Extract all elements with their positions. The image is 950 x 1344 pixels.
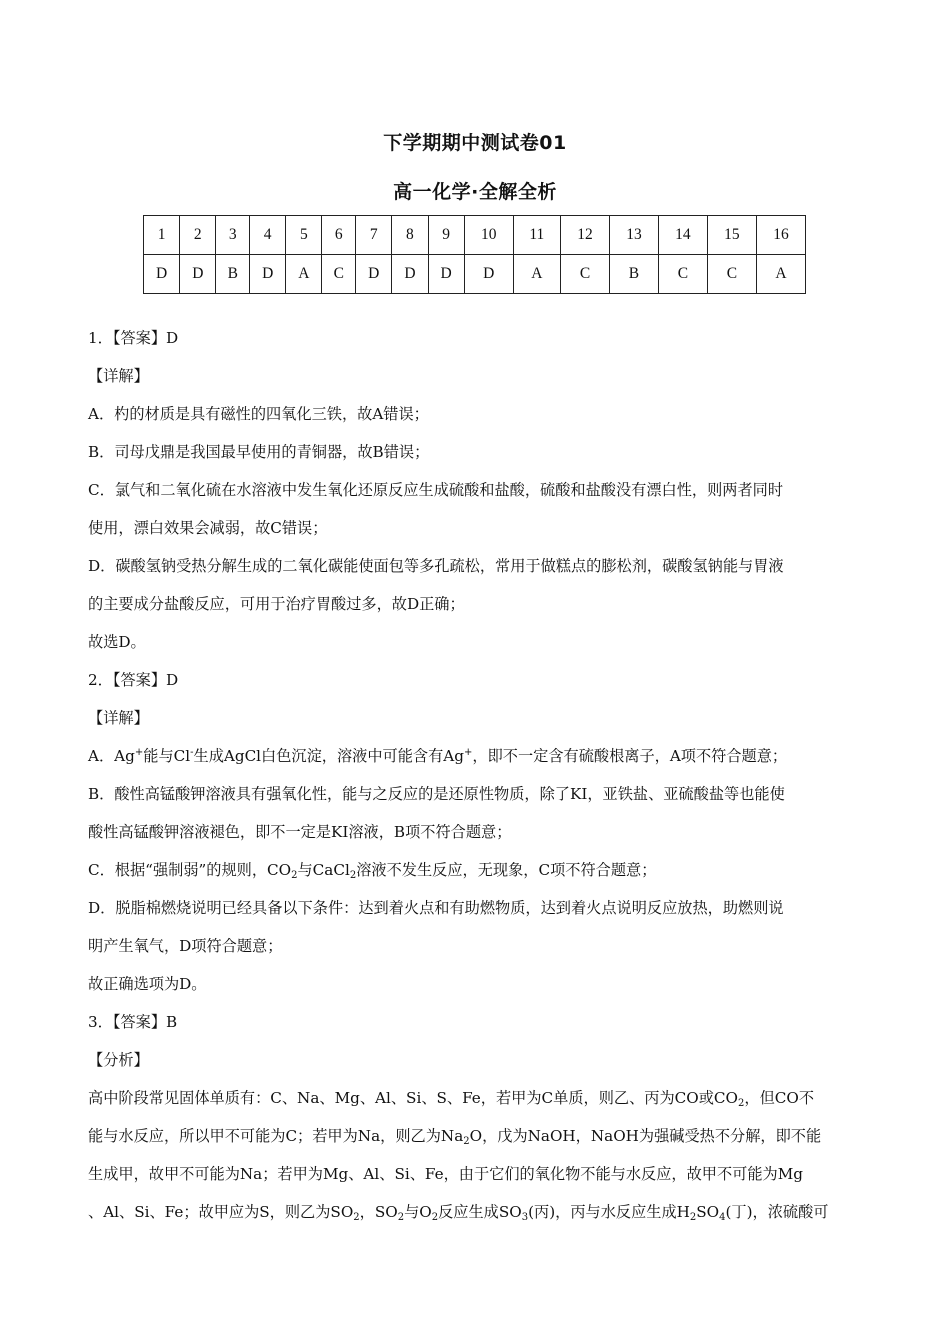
q1-option-c-line1: C．氯气和二氧化硫在水溶液中发生氧化还原反应生成硫酸和盐酸，硫酸和盐酸没有漂白性，则两者同时 [88, 481, 784, 499]
answer-cell: D [356, 255, 392, 294]
answer-cell: B [216, 255, 250, 294]
q2-option-d-line1: D．脱脂棉燃烧说明已经具备以下条件：达到着火点和有助燃物质，达到着火点说明反应放热，助燃则说 [88, 899, 784, 917]
answer-cell: D [250, 255, 286, 294]
subscript: 4 [719, 1212, 726, 1223]
subscript: 2 [689, 1212, 697, 1223]
q1-answer: 1．【答案】D [88, 329, 179, 347]
subscript: 2 [353, 1212, 360, 1223]
answer-cell: A [756, 255, 805, 294]
text: ，SO [359, 1203, 398, 1221]
q3-analysis-line4 [88, 1193, 868, 1231]
question-number: 14 [658, 216, 707, 255]
q2-answer: 2．【答案】D [88, 671, 179, 689]
q1-option-b: B．司母戊鼎是我国最早使用的青铜器，故B错误； [88, 443, 430, 461]
question-number: 12 [561, 216, 610, 255]
text: ，但CO不 [744, 1089, 815, 1107]
superscript: + [134, 747, 144, 758]
question-number: 2 [180, 216, 216, 255]
answer-cell: C [322, 255, 356, 294]
answer-cell: D [144, 255, 180, 294]
text: SO [696, 1203, 720, 1221]
text: 反应生成SO [438, 1203, 522, 1221]
q3-analysis-line1 [88, 1079, 868, 1117]
page-title: 下学期期中测试卷01 [383, 132, 567, 154]
question-number: 15 [707, 216, 756, 255]
superscript: + [463, 747, 473, 758]
answer-cell: D [180, 255, 216, 294]
answer-cell: D [428, 255, 464, 294]
q2-option-c [88, 851, 868, 889]
superscript: - [190, 747, 194, 758]
question-number: 6 [322, 216, 356, 255]
answer-cell: C [561, 255, 610, 294]
question-number: 13 [609, 216, 658, 255]
text: O，戊为NaOH，NaOH为强碱受热不分解，即不能 [469, 1127, 822, 1145]
answer-cell: D [464, 255, 513, 294]
question-number: 9 [428, 216, 464, 255]
answer-cell: D [392, 255, 428, 294]
q1-conclusion: 故选D。 [88, 633, 146, 651]
q1-option-a: A．杓的材质是具有磁性的四氧化三铁，故A错误； [88, 405, 429, 423]
text: A．Ag [88, 747, 135, 765]
answer-cell: C [658, 255, 707, 294]
q2-option-d-line2: 明产生氧气，D项符合题意； [88, 937, 283, 955]
text: 与CaCl [297, 861, 350, 879]
q2-option-a [88, 737, 868, 775]
answer-row [144, 255, 806, 294]
answer-cell: C [707, 255, 756, 294]
answer-table [143, 215, 806, 294]
text: C．根据“强制弱”的规则，CO [88, 861, 292, 879]
question-number: 11 [513, 216, 560, 255]
text: ，即不一定含有硫酸根离子，A项不符合题意； [472, 747, 788, 765]
answer-cell: A [286, 255, 322, 294]
text: 生成AgCl白色沉淀，溶液中可能含有Ag [193, 747, 464, 765]
q1-detail-label: 【详解】 [88, 367, 149, 385]
q3-analysis-line3: 生成甲，故甲不可能为Na；若甲为Mg、Al、Si、Fe，由于它们的氧化物不能与水反应，故甲不可能为Mg [88, 1165, 803, 1183]
q1-option-c-line2: 使用，漂白效果会减弱，故C错误； [88, 519, 328, 537]
subscript: 2 [463, 1136, 470, 1147]
q3-answer: 3．【答案】B [88, 1013, 178, 1031]
q1-option-d-line2: 的主要成分盐酸反应，可用于治疗胃酸过多，故D正确； [88, 595, 465, 613]
q1-option-d-line1: D．碳酸氢钠受热分解生成的二氧化碳能使面包等多孔疏松，常用于做糕点的膨松剂，碳酸氢钠能与胃液 [88, 557, 784, 575]
subscript: 2 [291, 870, 298, 881]
solution-content [88, 319, 868, 1231]
answer-cell: A [513, 255, 560, 294]
subscript: 2 [349, 870, 357, 881]
answer-cell: B [609, 255, 658, 294]
question-number: 7 [356, 216, 392, 255]
subscript: 2 [431, 1212, 439, 1223]
text: (丁)，浓硫酸可 [725, 1203, 829, 1221]
q3-analysis-line2 [88, 1117, 868, 1155]
subscript: 2 [738, 1098, 745, 1109]
question-number: 4 [250, 216, 286, 255]
text: 、Al、Si、Fe；故甲应为S，则乙为SO [88, 1203, 354, 1221]
question-number-row [144, 216, 806, 255]
q2-conclusion: 故正确选项为D。 [88, 975, 207, 993]
question-number: 3 [216, 216, 250, 255]
question-number: 16 [756, 216, 805, 255]
text: 高中阶段常见固体单质有：C、Na、Mg、Al、Si、S、Fe，若甲为C单质，则乙、丙为CO或CO [88, 1089, 738, 1107]
question-number: 10 [464, 216, 513, 255]
subscript: 3 [521, 1212, 529, 1223]
text: 能与水反应，所以甲不可能为C；若甲为Na，则乙为Na [88, 1127, 464, 1145]
question-number: 1 [144, 216, 180, 255]
q3-analysis-label: 【分析】 [88, 1051, 149, 1069]
q2-detail-label: 【详解】 [88, 709, 149, 727]
question-number: 5 [286, 216, 322, 255]
text: 与O [404, 1203, 432, 1221]
q2-option-b-line1: B．酸性高锰酸钾溶液具有强氧化性，能与之反应的是还原性物质，除了KI，亚铁盐、亚硫酸盐等也能使 [88, 785, 785, 803]
page-subtitle: 高一化学·全解全析 [393, 181, 557, 203]
text: (丙)，丙与水反应生成H [528, 1203, 690, 1221]
subscript: 2 [397, 1212, 405, 1223]
text: 溶液不发生反应，无现象，C项不符合题意； [356, 861, 657, 879]
question-number: 8 [392, 216, 428, 255]
text: 能与Cl [143, 747, 191, 765]
q2-option-b-line2: 酸性高锰酸钾溶液褪色，即不一定是KI溶液，B项不符合题意； [88, 823, 512, 841]
